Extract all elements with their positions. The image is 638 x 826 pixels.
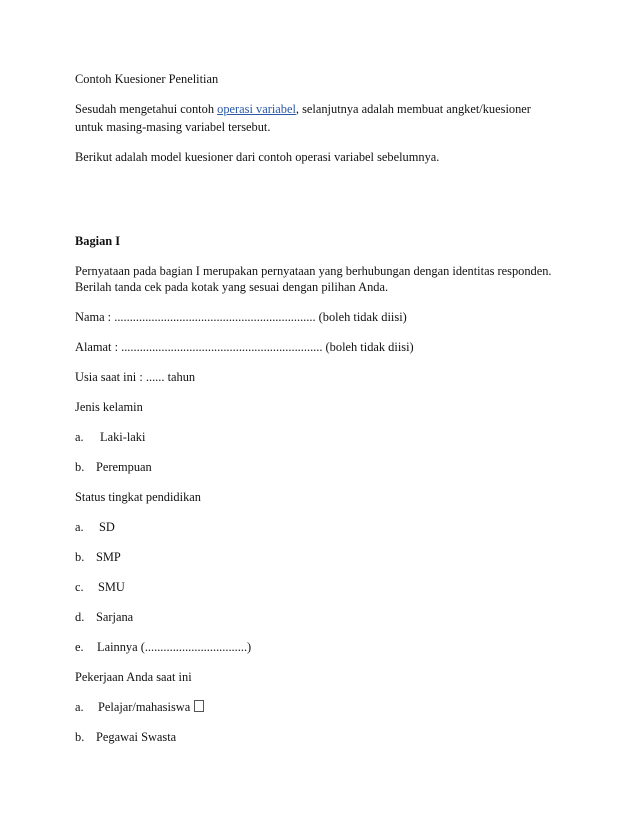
education-option-smp[interactable]: [75, 550, 121, 565]
option-text: SMU: [98, 580, 125, 594]
gender-option-laki-laki[interactable]: [75, 430, 145, 445]
gender-option-perempuan[interactable]: [75, 460, 152, 475]
option-prefix: c.: [75, 580, 84, 594]
document-title: Contoh Kuesioner Penelitian: [75, 72, 219, 86]
operasi-variabel-link[interactable]: operasi variabel: [217, 102, 296, 116]
checkbox-icon[interactable]: [194, 700, 204, 712]
nama-field: Nama : ................................................................. (boleh tidak diisi): [75, 310, 407, 324]
gender-label: Jenis kelamin: [75, 400, 143, 414]
option-prefix: b.: [75, 460, 85, 474]
option-text: Pegawai Swasta: [96, 730, 177, 744]
option-text: Perempuan: [96, 460, 152, 474]
option-text: SD: [99, 520, 115, 534]
section-intro-line-1: Pernyataan pada bagian I merupakan pernyataan yang berhubungan dengan identitas responden.: [75, 264, 552, 278]
job-label: Pekerjaan Anda saat ini: [75, 670, 192, 684]
option-prefix: b.: [75, 730, 85, 744]
option-text: SMP: [96, 550, 121, 564]
education-option-smu[interactable]: [75, 580, 125, 595]
option-prefix: b.: [75, 550, 85, 564]
option-prefix: d.: [75, 610, 85, 624]
education-option-sarjana[interactable]: [75, 610, 133, 625]
option-prefix: e.: [75, 640, 84, 654]
usia-field: Usia saat ini : ...... tahun: [75, 370, 196, 384]
alamat-field: Alamat : ................................................................. (boleh tidak diisi): [75, 340, 414, 354]
intro-text-before-link: Sesudah mengetahui contoh: [75, 102, 218, 116]
section-heading: Bagian I: [75, 234, 121, 248]
education-option-lainnya[interactable]: [75, 640, 251, 655]
job-option-pelajar[interactable]: [75, 700, 204, 715]
option-text: Sarjana: [96, 610, 134, 624]
option-prefix: a.: [75, 700, 84, 714]
intro-paragraph-line-1: [75, 102, 531, 117]
option-text: Lainnya (.................................): [97, 640, 252, 654]
section-intro-line-2: Berilah tanda cek pada kotak yang sesuai dengan pilihan Anda.: [75, 280, 389, 294]
education-option-sd[interactable]: [75, 520, 115, 535]
model-paragraph: Berikut adalah model kuesioner dari contoh operasi variabel sebelumnya.: [75, 150, 440, 164]
option-prefix: a.: [75, 430, 84, 444]
option-text: Laki-laki: [100, 430, 146, 444]
intro-text-after-link: , selanjutnya adalah membuat angket/kuesioner: [295, 102, 531, 116]
intro-paragraph-line-2: untuk masing-masing variabel tersebut.: [75, 120, 271, 134]
option-text: Pelajar/mahasiswa: [98, 700, 191, 714]
education-label: Status tingkat pendidikan: [75, 490, 201, 504]
job-option-pegawai-swasta[interactable]: [75, 730, 176, 745]
option-prefix: a.: [75, 520, 84, 534]
